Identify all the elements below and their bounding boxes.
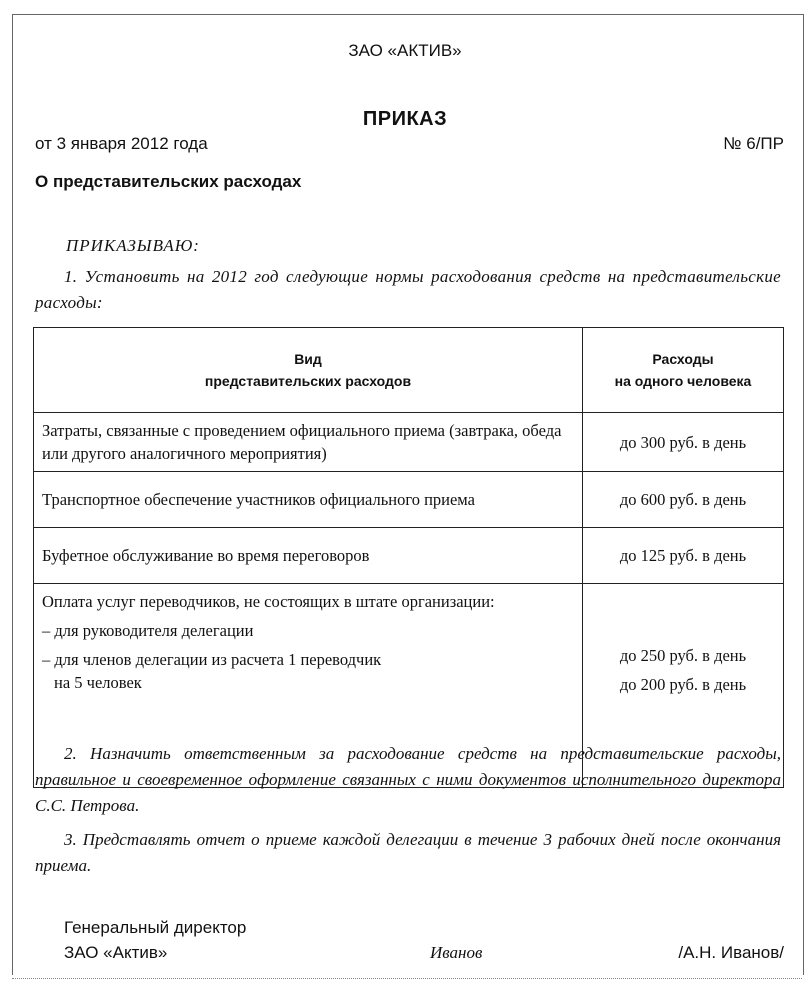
expense-cost: до 125 руб. в день — [583, 528, 784, 584]
expense-description: Буфетное обслуживание во время переговоров — [34, 528, 583, 584]
signatory-title: Генеральный директор — [64, 918, 247, 937]
handwritten-signature: Иванов — [430, 943, 483, 962]
order-date: от 3 января 2012 года — [35, 134, 208, 153]
order-item-2: 2. Назначить ответственным за расходование средств на представительские расходы, правильное и своевременное оформление связанных с ними документов исполнительного директора С.С. Петрова. — [35, 744, 781, 815]
table-row — [34, 413, 784, 472]
expense-description: Транспортное обеспечение участников официального приема — [34, 472, 583, 528]
expense-cost: до 600 руб. в день — [583, 472, 784, 528]
organization-name: ЗАО «АКТИВ» — [348, 41, 462, 60]
header-expense-type: Вид представительских расходов — [34, 328, 583, 413]
document-title: ПРИКАЗ — [362, 108, 448, 130]
translator-description: Оплата услуг переводчиков, не состоящих в штате организации: — [42, 592, 495, 611]
table-row — [34, 472, 784, 528]
translator-sub-members-cont: на 5 человек — [54, 673, 142, 692]
order-number: № 6/ПР — [723, 134, 784, 153]
translator-sub-leader: – для руководителя делегации — [42, 621, 254, 640]
table-header-row — [34, 328, 784, 413]
order-subject: О представительских расходах — [35, 172, 302, 191]
expense-description: Затраты, связанные с проведением официального приема (завтрака, обеда или другого аналогичного мероприятия) — [34, 413, 583, 472]
signatory-name: /А.Н. Иванов/ — [678, 943, 784, 962]
order-word: ПРИКАЗЫВАЮ: — [66, 236, 200, 255]
order-item-1: 1. Установить на 2012 год следующие нормы расходования средств на представительские расходы: — [35, 267, 781, 312]
expense-norms-table — [33, 327, 784, 788]
order-item-3: 3. Представлять отчет о приеме каждой делегации в течение 3 рабочих дней после окончания приема. — [35, 830, 781, 875]
translator-sub-members: – для членов делегации из расчета 1 переводчик — [42, 650, 382, 669]
bottom-dotted-divider — [12, 978, 802, 979]
table-row — [34, 528, 784, 584]
signatory-organization: ЗАО «Актив» — [64, 943, 168, 962]
expense-cost: до 200 руб. в день — [619, 675, 747, 694]
expense-cost: до 250 руб. в день — [619, 646, 747, 665]
expense-cost: до 300 руб. в день — [583, 413, 784, 472]
header-cost-per-person: Расходы на одного человека — [583, 328, 784, 413]
